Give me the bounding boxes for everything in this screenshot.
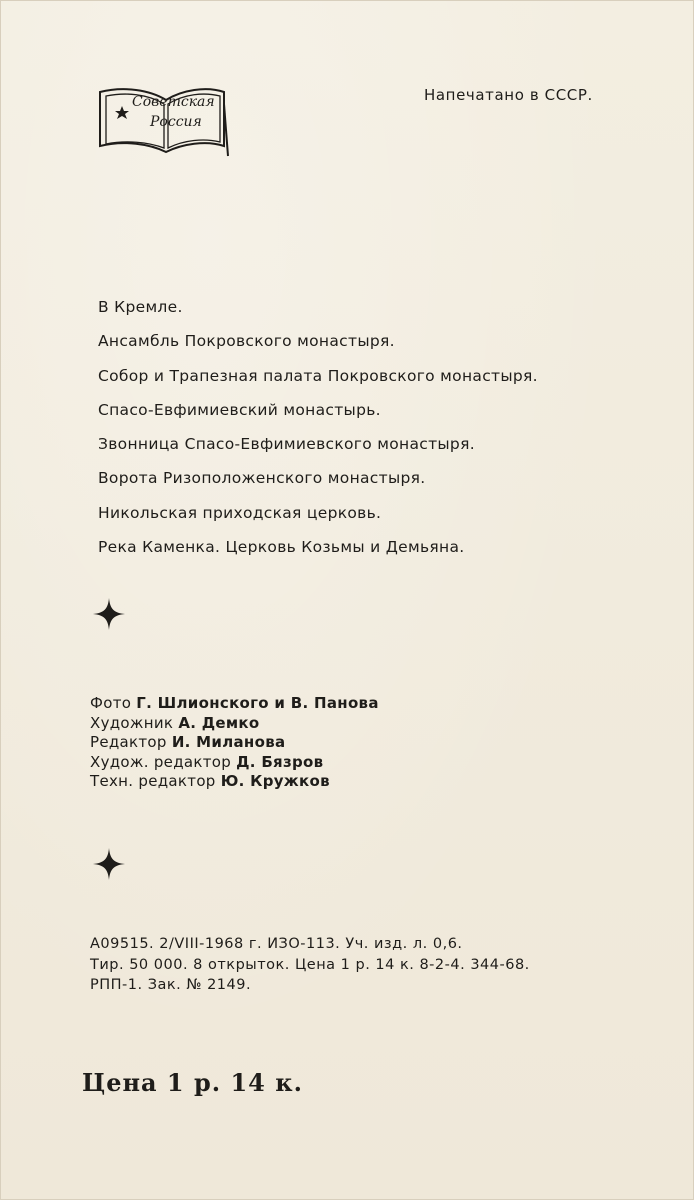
- postcard-title-list: [98, 298, 538, 572]
- printed-in-ussr: Напечатано в СССР.: [424, 86, 593, 104]
- credit-names: Ю. Кружков: [220, 772, 330, 790]
- credit-role: Худож. редактор: [90, 752, 232, 771]
- credit-names: И. Миланова: [171, 733, 286, 751]
- imprint-line: РПП-1. Зак. № 2149.: [90, 977, 252, 993]
- credit-names: Г. Шлионского и В. Панова: [136, 694, 379, 712]
- star-ornament-icon: [92, 847, 126, 881]
- postcard-title: Звонница Спасо-Евфимиевского монастыря.: [98, 435, 475, 454]
- postcard-title: В Кремле.: [98, 298, 183, 316]
- credit-names: Д. Бязров: [236, 752, 324, 771]
- credit-line: [90, 753, 379, 773]
- publisher-logo: [96, 84, 230, 160]
- publisher-logo-text: [96, 84, 230, 160]
- postcard-title: Спасо-Евфимиевский монастырь.: [98, 400, 381, 419]
- credit-line: [90, 772, 379, 792]
- credit-line: [90, 714, 379, 734]
- publisher-name-line2: Россия: [150, 114, 202, 130]
- credit-role: Фото: [90, 694, 132, 712]
- postcard-title: Собор и Трапезная палата Покровского монастыря.: [98, 366, 538, 385]
- price-label: Цена 1 р. 14 к.: [82, 1068, 303, 1097]
- credit-role: Техн. редактор: [90, 772, 216, 790]
- imprint-line: Тир. 50 000. 8 открыток. Цена 1 р. 14 к. 8-2-4. 344-68.: [90, 956, 530, 973]
- imprint-block: [90, 936, 530, 998]
- postcard-title: Никольская приходская церковь.: [98, 503, 382, 522]
- credit-line: [90, 733, 379, 753]
- credit-names: А. Демко: [178, 713, 260, 732]
- credit-role: Художник: [90, 713, 174, 732]
- postcard-title: Ансамбль Покровского монастыря.: [98, 332, 395, 351]
- credit-line: [90, 694, 379, 714]
- postcard-title: Ворота Ризоположенского монастыря.: [98, 469, 426, 488]
- star-ornament-icon: [92, 597, 126, 631]
- publisher-name-line1: Советская: [132, 94, 215, 110]
- imprint-line: А09515. 2/VIII-1968 г. ИЗО-113. Уч. изд. л. 0,6.: [90, 936, 463, 952]
- postcard-title: Река Каменка. Церковь Козьмы и Демьяна.: [98, 538, 465, 557]
- credits-block: [90, 694, 379, 792]
- credit-role: Редактор: [90, 733, 167, 751]
